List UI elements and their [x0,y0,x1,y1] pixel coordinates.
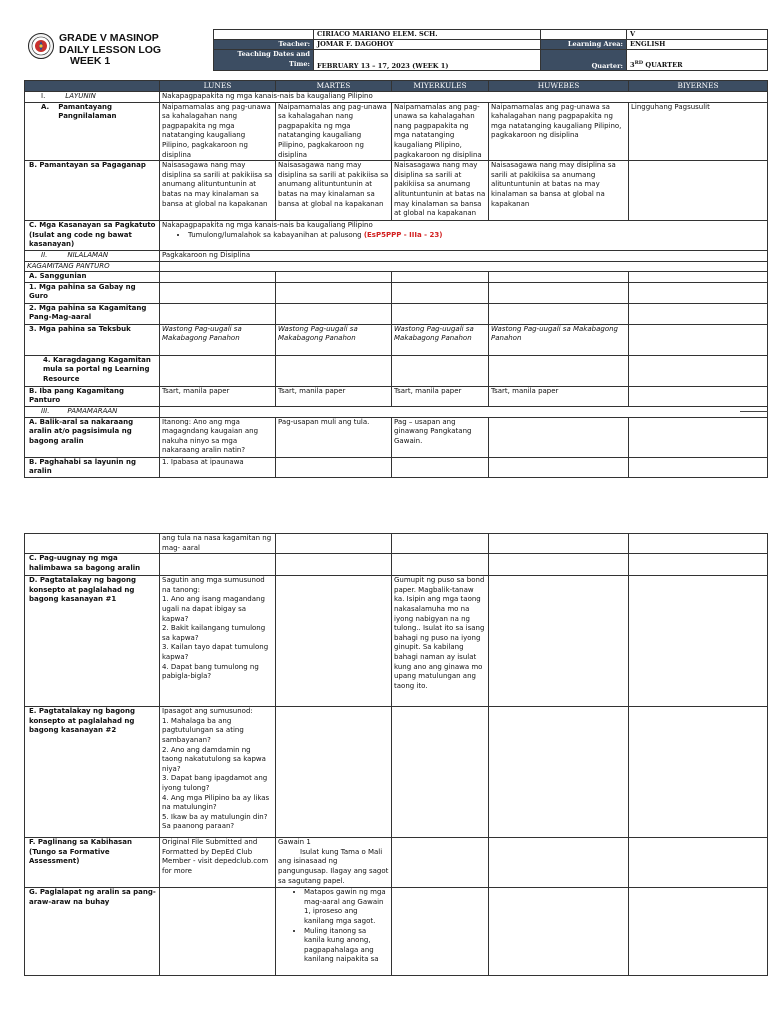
pamantayang-pangnilalaman-huwebes: Naipamamalas ang pag-unawa sa kahalagahan nang pagpapakita ng mga natatanging kaugaliang Pilipino, pagkakaroon ng disiplina [489,102,629,161]
row-pag-uugnay [25,554,768,576]
kagamitang-panturo-label: KAGAMITANG PANTURO [25,261,160,272]
row-balik-aral [25,417,768,457]
pamantayan-pagaganap-biyernes [629,161,768,221]
teacher-label: Teacher: [214,40,314,50]
paglalapat-bullet: • Muling itanong sa kanila kung anong, pagpapahalaga ang kanilang naipakita sa [304,927,389,965]
document-title [59,33,161,68]
sanggunian-huwebes [489,272,629,283]
day-header-huwebes: HUWEBES [489,81,629,92]
pamantayang-pangnilalaman-miyerkules: Naipamamalas ang pag-unawa sa kahalagahan nang pagpapakita ng mga natatanging kaugaliang Pilipino, pagkakaroon ng disiplina [392,102,489,161]
gabay-martes [276,282,392,303]
pagtatalakay-1-biyernes [629,576,768,707]
teaching-dates-label-line2: Time: [288,59,310,68]
separator-line [740,411,768,412]
school-label-cell [214,30,314,40]
learning-area-label: Learning Area: [541,40,627,50]
title-line-week: WEEK 1 [70,55,111,67]
balik-aral-lunes: Itanong: Ano ang mga magagndang kaugaian ang nakuha ninyo sa mga nakaraang aralin natin? [160,417,276,457]
iba-biyernes [629,386,768,406]
day-header-miyerkules: MIYERKULES [392,81,489,92]
gawain-title: Gawain 1 [278,838,311,847]
paglinang-miyerkules [392,838,489,888]
gabay-biyernes [629,282,768,303]
quarter-label: Quarter: [541,50,627,71]
sanggunian-label: A. Sanggunian [25,272,160,283]
gawain-instructions: Isulat kung Tama o Mali ang isinasaad ng pangungusap. Ilagay ang sagot sa sagutang papel. [278,847,389,885]
kasanayan-content [160,221,768,251]
balik-aral-martes: Pag-usapan muli ang tula. [276,417,392,457]
learning-area-value: ENGLISH [627,40,768,50]
teacher-value: JOMAR F. DAGOHOY [314,40,541,50]
row-paglinang [25,838,768,888]
kasanayan-bullet: • Tumulong/lumalahok sa kabayanihan at palusong (EsP5PPP - IIIa - 23) [188,231,765,241]
karagdagang-martes [276,355,392,386]
teaching-dates-label-line1: Teaching Dates and [237,50,310,58]
row-paghahabi-continued [25,534,768,554]
competency-code: (EsP5PPP - IIIa - 23) [363,230,443,239]
row-gabay-guro [25,282,768,303]
balik-aral-biyernes [629,417,768,457]
pamantayan-pagaganap-lunes: Naisasagawa nang may disiplina sa sarili at pakikiisa sa anumang alituntuntunin at batas na may kinalaman sa bansa at global na kapakanan [160,161,276,221]
kasanayan-text: Nakapagpapakita ng mga kanais-nais ba kaugaliang Pilipino [162,221,373,230]
paglinang-biyernes [629,838,768,888]
kagamitang-panturo-cell [160,261,768,272]
mag-aaral-huwebes [489,303,629,324]
row-sanggunian [25,272,768,283]
paghahabi-biyernes [629,457,768,477]
row-layunin [25,92,768,103]
nilalaman-text: Pagkakaroon ng Disiplina [160,250,768,261]
karagdagang-miyerkules [392,355,489,386]
continued-label-cell [25,534,160,554]
gabay-lunes [160,282,276,303]
row-pamantayan-pagaganap [25,161,768,221]
balik-aral-huwebes [489,417,629,457]
cont-huwebes [489,534,629,554]
row-pagtatalakay-2 [25,707,768,838]
row-kagamitang-panturo [25,261,768,272]
cont-miyerkules [392,534,489,554]
lesson-log-table-page1 [24,80,768,478]
iba-pang-kagamitan-label: B. Iba pang Kagamitang Panturo [25,386,160,406]
header-info-table [213,29,768,71]
pamantayan-pagaganap-martes: Naisasagawa nang may disiplina sa sarili at pakikiisa sa anumang alituntuntunin at batas na may kinalaman sa bansa at global na kapakanan [276,161,392,221]
mag-aaral-lunes [160,303,276,324]
teksbuk-biyernes [629,324,768,355]
day-header-row [25,81,768,92]
title-line-grade: GRADE V MASINOP [59,32,159,44]
pagtatalakay-1-label: D. Pagtatalakay ng bagong konsepto at paglalahad ng bagong kasanayan #1 [25,576,160,707]
quarter-value: 3RD QUARTER [627,50,768,71]
paglalapat-miyerkules [392,888,489,976]
paglinang-huwebes [489,838,629,888]
header-blank-cell [25,81,160,92]
pagtatalakay-1-huwebes [489,576,629,707]
paglinang-martes [276,838,392,888]
pagtatalakay-1-miyerkules: Gumupit ng puso sa bond paper. Magbalik-tanaw ka. Isipin ang mga taong nakasalamuha mo na iyong nabigyan na ng tulong.. Isulat ito sa isang bahagi ng puso na iyong ginupit. Sa kabilang bahagi naman ay isulat kung ano ang ginawa mo upang matulungan ang taong ito. [392,576,489,707]
pamamaraan-label: III. PAMAMARAAN [25,406,160,417]
teksbuk-huwebes: Wastong Pag-uugali sa Makabagong Panahon [489,324,629,355]
karagdagang-biyernes [629,355,768,386]
pamamaraan-cell [160,406,768,417]
sanggunian-lunes [160,272,276,283]
pamantayan-pagaganap-huwebes: Naisasagawa nang may disiplina sa sarili at pakikiisa sa anumang alituntuntunin at batas na may kinalaman sa bansa at global na kapakanan [489,161,629,221]
pag-uugnay-label: C. Pag-uugnay ng mga halimbawa sa bagong aralin [25,554,160,576]
paghahabi-martes [276,457,392,477]
sanggunian-martes [276,272,392,283]
question-item: 2. Bakit kailangang tumulong sa kapwa? [162,624,266,642]
iba-miyerkules: Tsart, manila paper [392,386,489,406]
paglalapat-label: G. Paglalapat ng aralin sa pang-araw-araw na buhay [25,888,160,976]
pagtatalakay-2-lunes [160,707,276,838]
paghahabi-huwebes [489,457,629,477]
paglalapat-huwebes [489,888,629,976]
gabay-huwebes [489,282,629,303]
day-header-martes: MARTES [276,81,392,92]
balik-aral-miyerkules: Pag – usapan ang ginawang Pangkatang Gawain. [392,417,489,457]
pag-uugnay-miyerkules [392,554,489,576]
pamantayang-pangnilalaman-biyernes: Lingguhang Pagsusulit [629,102,768,161]
teksbuk-label: 3. Mga pahina sa Teksbuk [25,324,160,355]
paghahabi-lunes-continued: ang tula na nasa kagamitan ng mag- aaral [160,534,276,554]
karagdagang-lunes [160,355,276,386]
pamantayang-pangnilalaman-martes: Naipamamalas ang pag-unawa sa kahalagahan nang pagpapakita ng mga natatanging kaugaliang Pilipino, pagkakaroon ng disiplina [276,102,392,161]
pamantayan-pagaganap-label: B. Pamantayan sa Pagaganap [25,161,160,221]
pagtatalakay-2-huwebes [489,707,629,838]
paglinang-lunes: Original File Submitted and Formatted by DepEd Club Member - visit depedclub.com for more [160,838,276,888]
iba-lunes: Tsart, manila paper [160,386,276,406]
layunin-text: Nakapagpapakita ng mga kanais-nais ba kaugaliang Pilipino [160,92,768,103]
pagtatalakay-1-intro: Sagutin ang mga sumusunod na tanong: [162,576,265,594]
paghahabi-label: B. Paghahabi sa layunin ng aralin [25,457,160,477]
pagtatalakay-2-miyerkules [392,707,489,838]
row-kasanayan [25,221,768,251]
pag-uugnay-huwebes [489,554,629,576]
balik-aral-label: A. Balik-aral sa nakaraang aralin at/o pagsisimula ng bagong aralin [25,417,160,457]
sanggunian-biyernes [629,272,768,283]
row-kagamitang-mag-aaral [25,303,768,324]
paglalapat-lunes [160,888,276,976]
pamantayang-pangnilalaman-lunes: Naipamamalas ang pag-unawa sa kahalagahan nang pagpapakita ng mga natatanging kaugaliang Pilipino, pagkakaroon ng disiplina [160,102,276,161]
pagtatalakay-2-intro: Ipasagot ang sumusunod: [162,707,253,716]
row-iba-pang-kagamitan [25,386,768,406]
gabay-miyerkules [392,282,489,303]
paglalapat-bullet: • Matapos gawin ng mga mag-aaral ang Gawain 1, iproseso ang kanilang mga sagot. [304,888,389,926]
grade-label-cell [541,30,627,40]
question-item: 5. Ikaw ba ay matulungin din? Sa paanong paraan? [162,812,268,831]
iba-huwebes: Tsart, manila paper [489,386,629,406]
gabay-guro-label: 1. Mga pahina sa Gabay ng Guro [25,282,160,303]
paglalapat-martes [276,888,392,976]
teksbuk-lunes: Wastong Pag-uugali sa Makabagong Panahon [160,324,276,355]
row-pamantayang-pangnilalaman [25,102,768,161]
mag-aaral-biyernes [629,303,768,324]
paghahabi-lunes: 1. Ipabasa at ipaunawa [160,457,276,477]
paglalapat-biyernes [629,888,768,976]
pag-uugnay-biyernes [629,554,768,576]
school-value: CIRIACO MARIANO ELEM. SCH. [314,30,541,40]
paghahabi-miyerkules [392,457,489,477]
question-item: 3. Kailan tayo dapat tumulong kapwa? [162,643,269,661]
pagtatalakay-1-martes [276,576,392,707]
row-paghahabi [25,457,768,477]
karagdagang-kagamitan-label: 4. Karagdagang Kagamitan mula sa portal ng Learning Resource [25,355,160,386]
day-header-biyernes: BIYERNES [629,81,768,92]
lesson-log-table-page2 [24,533,768,976]
grade-value: V [627,30,768,40]
row-teksbuk [25,324,768,355]
question-item: 2. Ano ang damdamin ng taong nakatutulong sa kapwa niya? [162,745,266,773]
pagtatalakay-1-lunes [160,576,276,707]
pamantayan-pagaganap-miyerkules: Naisasagawa nang may disiplina sa sarili at pakikiisa sa anumang alituntuntunin at batas na may kinalaman sa bansa at global na kapakanan [392,161,489,221]
pagtatalakay-2-label: E. Pagtatalakay ng bagong konsepto at paglalahad ng bagong kasanayan #2 [25,707,160,838]
sanggunian-miyerkules [392,272,489,283]
pagtatalakay-2-biyernes [629,707,768,838]
pagtatalakay-2-martes [276,707,392,838]
title-line-dll: DAILY LESSON LOG [59,43,162,56]
question-item: 3. Dapat bang ipagdamot ang iyong tulong? [162,774,268,792]
row-pamamaraan [25,406,768,417]
iba-martes: Tsart, manila paper [276,386,392,406]
teaching-dates-label [214,50,314,71]
pag-uugnay-martes [276,554,392,576]
pag-uugnay-lunes [160,554,276,576]
cont-biyernes [629,534,768,554]
paglinang-label: F. Paglinang sa Kabihasan (Tungo sa Formative Assessment) [25,838,160,888]
row-pagtatalakay-1 [25,576,768,707]
question-item: 1. Mahalaga ba ang pagtutulungan sa ating sambayanan? [162,716,244,744]
day-header-lunes: LUNES [160,81,276,92]
row-paglalapat [25,888,768,976]
question-item: 4. Dapat bang tumulong ng pabigla-bigla? [162,662,259,681]
question-item: 1. Ano ang isang magandang ugali na dapat ibigay sa kapwa? [162,595,265,623]
question-item: 4. Ang mga Pilipino ba ay likas na matulungin? [162,793,270,812]
row-karagdagang-kagamitan [25,355,768,386]
teksbuk-martes: Wastong Pag-uugali sa Makabagong Panahon [276,324,392,355]
mag-aaral-martes [276,303,392,324]
pamantayang-pangnilalaman-label: A. Pamantayang Pangnilalaman [25,102,160,161]
row-nilalaman [25,250,768,261]
nilalaman-label: II. NILALAMAN [25,250,160,261]
layunin-label: I. LAYUNIN [25,92,160,103]
karagdagang-huwebes [489,355,629,386]
teaching-dates-value: FEBRUARY 13 – 17, 2023 (WEEK 1) [314,50,541,71]
kagamitang-mag-aaral-label: 2. Mga pahina sa Kagamitang Pang-Mag-aaral [25,303,160,324]
deped-seal-icon [28,33,54,59]
mag-aaral-miyerkules [392,303,489,324]
cont-martes [276,534,392,554]
kasanayan-label: C. Mga Kasanayan sa Pagkatuto (Isulat ang code ng bawat kasanayan) [25,221,160,251]
teksbuk-miyerkules: Wastong Pag-uugali sa Makabagong Panahon [392,324,489,355]
